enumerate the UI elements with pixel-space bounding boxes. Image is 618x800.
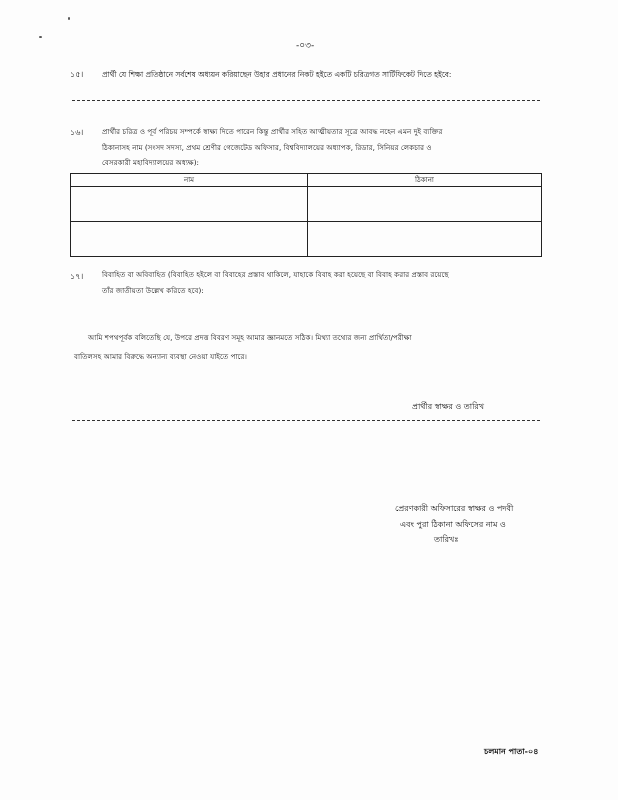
item-15-answer-line	[72, 100, 540, 101]
item-17-line-2: তাঁর জাতীয়তা উল্লেখ করিতে হবে):	[102, 286, 204, 295]
item-16-line-2: ঠিকানাসহ নাম (সংসদ সদস্য, প্রথম শ্রেণীর গেজেটেড অফিসার, বিশ্ববিদ্যালয়ের অধ্যাপক, রিডার, সিনিয়র লেকচার ও	[102, 143, 432, 152]
signature-separator-line	[72, 420, 540, 421]
address-cell[interactable]	[308, 222, 542, 257]
declaration-line-2: বাতিলসহ আমার বিরুদ্ধে অন্যান্য ব্যবস্থা নেওয়া যাইতে পারে।	[74, 352, 247, 361]
table-row	[71, 222, 542, 257]
forwarding-officer-line-2: এবং পুরা ঠিকানা অফিসের নাম ও	[400, 520, 506, 529]
name-cell[interactable]	[71, 187, 308, 222]
item-number-15: ১৫।	[70, 70, 84, 79]
item-17-line-1: বিবাহিত বা অবিবাহিত (বিবাহিত হইলে বা বিবাহের প্রস্তাব থাকিলে, যাহাকে বিবাহ করা হয়েছে বা বিবাহ করার প্রস্তাব রয়েছে	[102, 270, 449, 279]
item-16-line-1: প্রার্থীর চরিত্র ও পূর্ব পরিচয় সম্পর্কে স্বাক্ষ্য দিতে পারেন কিন্তু প্রার্থীর সহিত আত্মীয়তার সূত্রে আবদ্ধ নহেন এমন দুই ব্যক্তির	[102, 127, 443, 136]
item-15-text: প্রার্থী যে শিক্ষা প্রতিষ্ঠানে সর্বশেষ অধ্যয়ন করিয়াছেন উহার প্রধানের নিকট হইতে একটি চরিত্রগত সার্টিফিকেট দিতে হইবে:	[102, 70, 452, 79]
table-row	[71, 187, 542, 222]
declaration-line-1: আমি শপথপূর্বক বলিতেছি যে, উপরে প্রদত্ত বিবরণ সমূহ আমার জ্ঞানমতে সঠিক। মিথ্যা তথ্যের জন্য প্রার্থিতা/পরীক্ষা	[88, 333, 412, 342]
continued-page-label: চলমান পাতা-০৪	[484, 747, 539, 756]
references-table	[70, 173, 542, 257]
scan-speck	[39, 36, 42, 38]
table-header-row	[71, 174, 542, 187]
name-cell[interactable]	[71, 222, 308, 257]
name-column-header: নাম	[71, 174, 308, 187]
address-column-header: ঠিকানা	[308, 174, 542, 187]
forwarding-officer-line-1: প্রেরণকারী অফিসারের স্বাক্ষর ও পদবী	[395, 504, 514, 513]
page-number: -০৩-	[296, 41, 315, 51]
item-number-17: ১৭।	[70, 272, 84, 281]
forwarding-officer-line-3: তারিখঃ	[434, 535, 459, 544]
address-cell[interactable]	[308, 187, 542, 222]
applicant-signature-label: প্রার্থীর স্বাক্ষর ও তারিখ	[412, 402, 485, 411]
item-16-line-3: বেসরকারী মহাবিদ্যালয়ের অধ্যক্ষ):	[102, 158, 199, 167]
item-number-16: ১৬।	[70, 128, 84, 137]
scan-speck	[68, 17, 70, 20]
